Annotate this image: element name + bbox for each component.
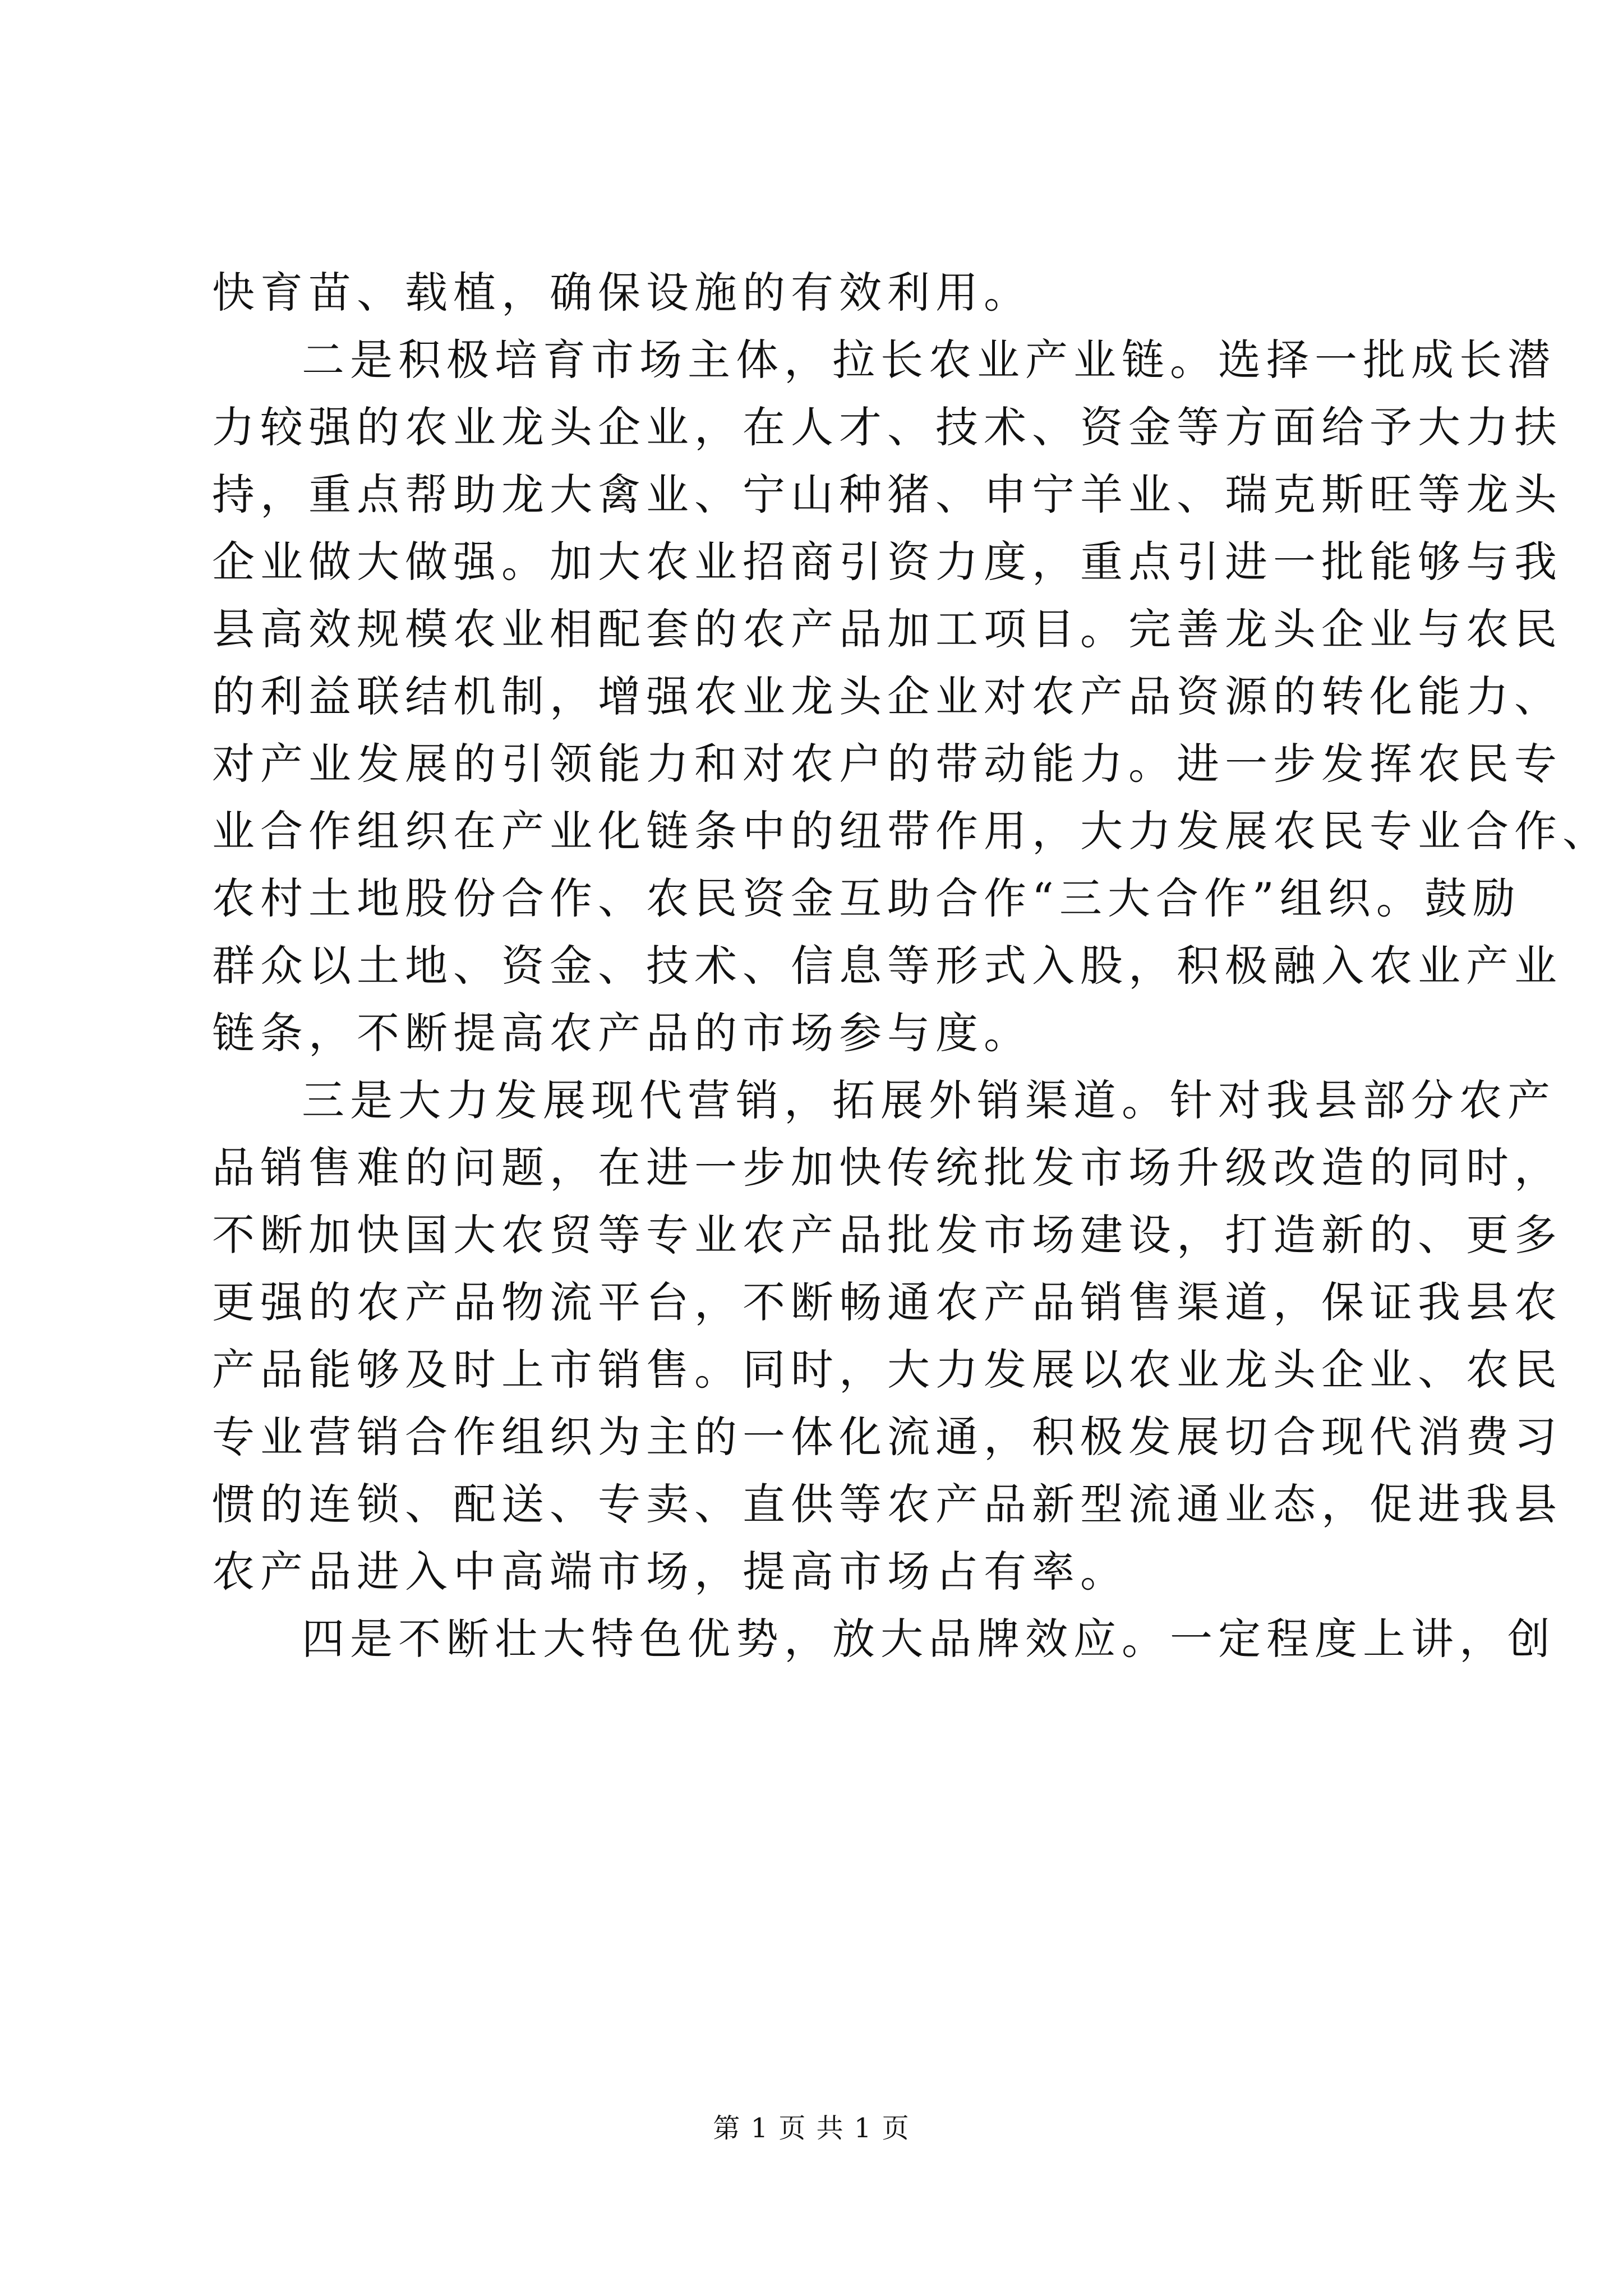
paragraph-start-line: 三是大力发展现代营销，拓展外销渠道。针对我县部分农产: [302, 1075, 1556, 1125]
text-line: 业合作组织在产业化链条中的纽带作用，大力发展农民专业合作、: [212, 806, 1611, 856]
paragraph-start-line: 四是不断壮大特色优势，放大品牌效应。一定程度上讲，创: [302, 1614, 1556, 1664]
text-line: 更强的农产品物流平台，不断畅通农产品销售渠道，保证我县农: [212, 1277, 1562, 1327]
text-line: 的利益联结机制，增强农业龙头企业对农产品资源的转化能力、: [212, 671, 1562, 721]
text-line: 农产品进入中高端市场，提高市场占有率。: [212, 1547, 1128, 1596]
text-line: 持，重点帮助龙大禽业、宁山种猪、申宁羊业、瑞克斯旺等龙头: [212, 470, 1562, 519]
text-line: 产品能够及时上市销售。同时，大力发展以农业龙头企业、农民: [212, 1345, 1562, 1395]
text-line: 对产业发展的引领能力和对农户的带动能力。进一步发挥农民专: [212, 739, 1562, 789]
text-line: 县高效规模农业相配套的农产品加工项目。完善龙头企业与农民: [212, 604, 1562, 654]
page-number-footer: 第 1 页 共 1 页: [713, 2113, 910, 2144]
text-line: 农村土地股份合作、农民资金互助合作“三大合作”组织。鼓励: [212, 873, 1521, 923]
text-line: 企业做大做强。加大农业招商引资力度，重点引进一批能够与我: [212, 537, 1562, 587]
text-line: 惯的连锁、配送、专卖、直供等农产品新型流通业态，促进我县: [212, 1479, 1562, 1529]
text-line: 快育苗、载植，确保设施的有效利用。: [212, 268, 1032, 318]
text-line: 力较强的农业龙头企业，在人才、技术、资金等方面给予大力扶: [212, 402, 1562, 452]
text-line: 品销售难的问题，在进一步加快传统批发市场升级改造的同时，: [212, 1143, 1562, 1193]
text-line: 专业营销合作组织为主的一体化流通，积极发展切合现代消费习: [212, 1412, 1562, 1462]
paragraph-start-line: 二是积极培育市场主体，拉长农业产业链。选择一批成长潜: [302, 335, 1556, 385]
text-line: 不断加快国大农贸等专业农产品批发市场建设，打造新的、更多: [212, 1210, 1562, 1260]
text-line: 链条，不断提高农产品的市场参与度。: [212, 1008, 1032, 1058]
text-line: 群众以土地、资金、技术、信息等形式入股，积极融入农业产业: [212, 941, 1562, 991]
